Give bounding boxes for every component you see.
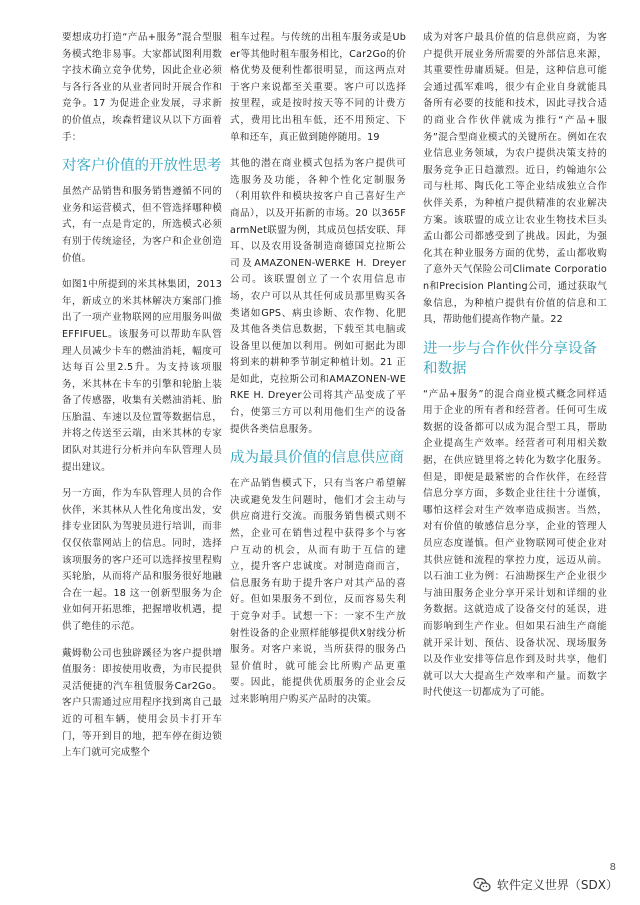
paragraph: 另一方面，作为车队管理人员的合作伙伴，米其林从人性化角度出发，安排专业团队为驾驶员进行培训，而非仅仅依靠网站上的信息。同时，选择该项服务的客户还可以选择按里程购买轮胎，从而将产品和服务很好地融合在一起。18 这一创新型服务为企业如何开拓思维，把握增收机遇，提供了绝佳的示范。	[62, 488, 222, 632]
section-heading-share-data: 进一步与合作伙伴分享设备和数据	[423, 340, 597, 377]
paragraph: 戴姆勒公司也独辟蹊径为客户提供增值服务：即按使用收费，为市民提供灵活便捷的汽车租赁服务Car2Go。客户只需通过应用程序找到离自己最近的可租车辆，使用会员卡打开车门，等开到目的地，把车停在街边锁上车门就可完成整个	[62, 647, 222, 759]
paragraph: 租车过程。与传统的出租车服务或是Uber等其他时租车服务相比，Car2Go的价格优势及便利性都很明显，而这两点对于客户来说都至关重要。客户可以选择按里程，或是按时按天等不同的计费方式，费用比出租车低，还不用预定、下单和还车，真正做到随停随用。19	[230, 32, 406, 143]
page-number: 8	[609, 862, 616, 873]
paragraph: 要想成功打造“产品+服务”混合型服务模式绝非易事。大家都试图利用数字技术确立竞争优势，因此企业必须与各行各业的从业者同时开展合作和竞争。17 为促进企业发展，寻求新的价值点，埃森哲建议从以下方面着手：	[62, 32, 222, 143]
column-left	[62, 30, 222, 772]
column-middle	[230, 30, 406, 719]
wechat-icon	[473, 877, 491, 893]
paragraph: 成为对客户最具价值的信息供应商，为客户提供开展业务所需要的外部信息来源，其重要性毋庸质疑。但是，这种信息可能会通过孤军难鸣，很少有企业自身就能具备所有必要的技能和技术，因此寻找合适的商业合作伙伴就成为推行“产品+服务”混合型商业模式的关键所在。例如在农业信息业务领域，为农户提供决策支持的服务竞争正日趋激烈。近日，约翰迪尔公司与杜邦、陶氏化工等企业结成独立合作伙伴关系，为种植户提供精准的农业解决方案。该联盟的成立让农业生物技术巨头孟山都公司都感受到了挑战。因此，为强化其在种业服务方面的优势，孟山都收购了意外天气保险公司Climate Corporation和Precision Planting公司，通过获取气象信息，为种植户提供有价值的信息和工具，帮助他们提高作物产量。22	[423, 32, 607, 326]
column-right	[423, 30, 607, 712]
paragraph: 虽然产品销售和服务销售遵循不同的业务和运营模式，但不管选择哪种模式，有一点是肯定的，所选模式必须有别于传统途径，为客户和企业创造价值。	[62, 186, 222, 264]
paragraph: 其他的潜在商业模式包括为客户提供可选服务及功能，各种个性化定制服务（利用软件和模块按客户自己喜好生产商品），以及开拓新的市场。20 以365FarmNet联盟为例，其成员包括安联、拜耳、以及农用设备制造商德国克拉斯公司及AMAZONEN-WERKE H. Dreyer公司。该联盟创立了一个农用信息市场，农户可以从其任何成员那里购买各类诸如GPS、病虫诊断、农作物、化肥及其他各类信息数据，下载至其电脑或设备里以便加以利用。例如可据此为即将到来的耕种季节制定种植计划。21 正是如此，克拉斯公司和AMAZONEN-WERKE H. Dreyer公司将其产品变成了平台，使第三方可以利用他们生产的设备提供各类信息服务。	[230, 158, 406, 435]
footer-brand	[473, 876, 618, 893]
section-heading-customer-value: 对客户价值的开放性思考	[62, 158, 222, 175]
paragraph: “产品+服务”的混合商业模式概念同样适用于企业的所有者和经营者。任何可生成数据的设备都可以成为混合型工具，帮助企业提高生产效率。经营者可利用相关数据，在供应链里将之转化为数字化服务。但是，即便是最紧密的合作伙伴，在经营信息分享方面，多数企业往往十分谨慎，哪怕这样会对生产效率造成损害。当然，对有价值的敏感信息分享，企业的管理人员应态度谨慎。但产业物联网可使企业对其供应链和流程的掌控力度，远迈从前。以石油工业为例：石油勘探生产企业很少与油田服务企业分享开采计划和详细的业务数据。这就造成了设备交付的延误，进而影响到生产作业。但如果石油生产商能就开采计划、预估、设备状况、现场服务以及作业安排等信息作到及时共享，他们就可以大大提高生产效率和产量。而数字时代使这一切都成为了可能。	[423, 388, 607, 699]
paragraph: 在产品销售模式下，只有当客户希望解决或避免发生问题时，他们才会主动与供应商进行交流。而服务销售模式则不然，企业可在销售过程中获得多个与客户互动的机会，从而有助于互信的建立，提升客户忠诚度。对制造商而言，信息服务有助于提升客户对其产品的喜好。但如果服务不到位，反而容易失利于竞争对手。试想一下：一家不生产放射性设备的企业照样能够提供X射线分析服务。对客户来说，当所获得的服务凸显价值时，就可能会比所购产品更重要。因此，能提供优质服务的企业会反过来影响用户购买产品时的决策。	[230, 478, 406, 705]
paragraph: 如图1中所提到的米其林集团，2013年，新成立的米其林解决方案部门推出了一项产业物联网的应用服务叫做EFFIFUEL。该服务可以帮助车队管理人员减少卡车的燃油消耗，幅度可达每百公里2.5升。为支持该项服务，米其林在卡车的引擎和轮胎上装备了传感器，收集有关燃油消耗、胎压胎温、车速以及位置等数据信息，并将之传送至云端，由米其林的专家团队对其进行分析并向车队管理人员提出建议。	[62, 279, 222, 473]
footer-brand-text: 软件定义世界（SDX）	[496, 878, 618, 892]
section-heading-info-provider: 成为最具价值的信息供应商	[230, 450, 404, 467]
